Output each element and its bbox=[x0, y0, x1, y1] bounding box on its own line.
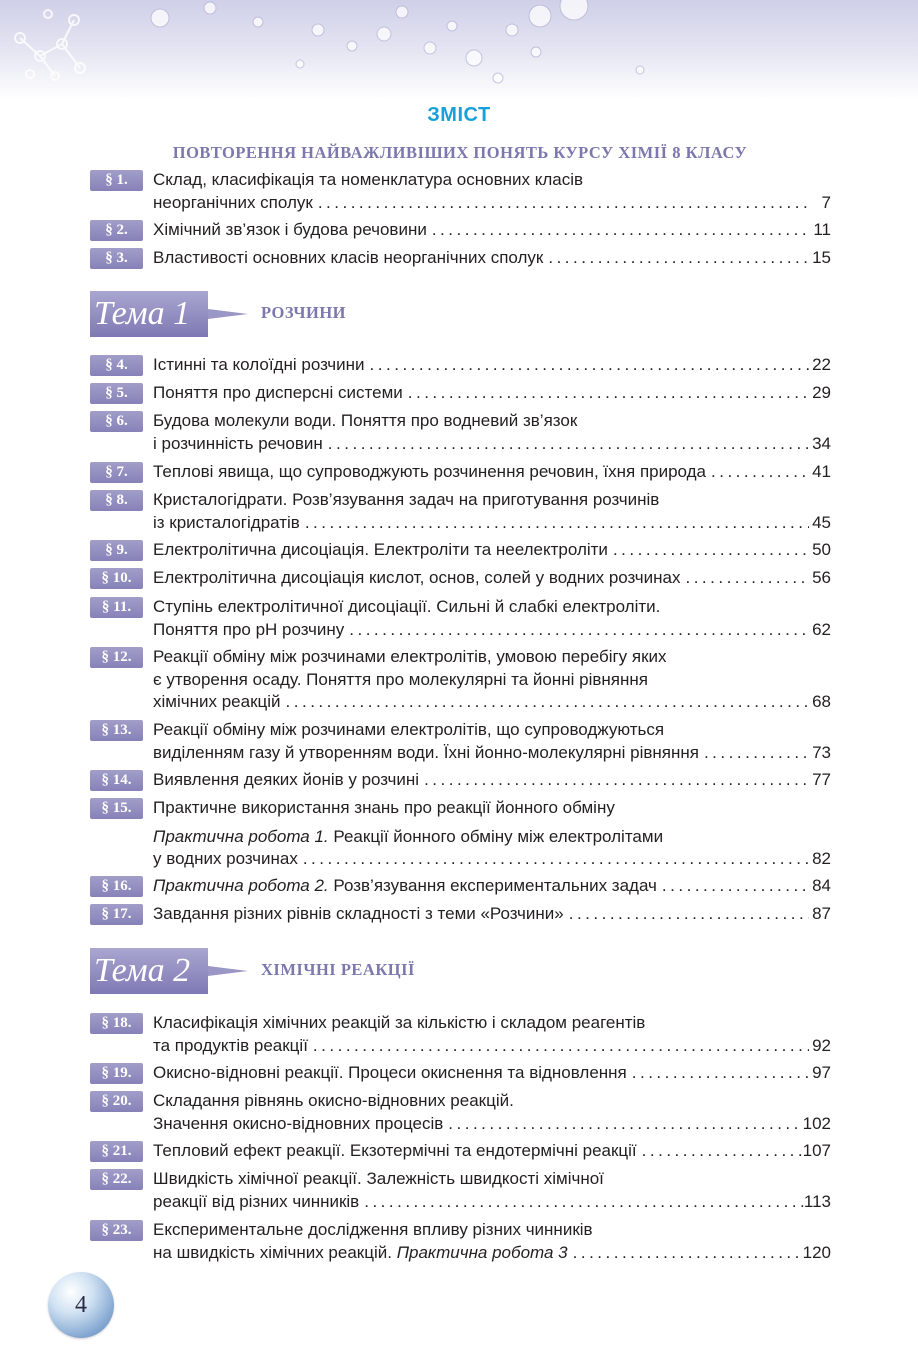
entry-line: Реакції обміну між розчинами електролітів, умовою перебігу яких bbox=[153, 647, 667, 666]
page-ref: 34 bbox=[812, 433, 831, 453]
paragraph-badge: § 20. bbox=[90, 1091, 143, 1112]
page-ref: 92 bbox=[812, 1035, 831, 1055]
dot-leader bbox=[298, 848, 809, 871]
entry-line: реакції від різних чинників bbox=[153, 1191, 360, 1211]
molecule-bubbles-icon bbox=[0, 0, 918, 100]
paragraph-badge: § 6. bbox=[90, 411, 143, 432]
page-ref: 87 bbox=[812, 904, 831, 923]
dot-leader bbox=[365, 354, 809, 377]
page-ref: 45 bbox=[812, 512, 831, 532]
page-ref: 84 bbox=[812, 876, 831, 895]
decorative-header-banner bbox=[0, 0, 918, 100]
paragraph-badge: § 18. bbox=[90, 1013, 143, 1034]
dot-leader bbox=[657, 875, 809, 898]
dot-leader bbox=[443, 1113, 802, 1136]
entry-line: Тепловий ефект реакції. Екзотермічні та ендотермічні реакції bbox=[153, 1141, 637, 1160]
dot-leader bbox=[568, 1242, 803, 1265]
page-ref: 62 bbox=[812, 619, 831, 639]
dot-leader bbox=[564, 903, 809, 926]
paragraph-badge: § 4. bbox=[90, 355, 143, 376]
dot-leader bbox=[344, 619, 809, 642]
page-ref: 41 bbox=[812, 462, 831, 481]
arrow-icon bbox=[208, 966, 248, 976]
dot-leader bbox=[359, 1191, 804, 1214]
paragraph-badge: § 7. bbox=[90, 462, 143, 483]
paragraph-badge: § 12. bbox=[90, 647, 143, 668]
page-ref: 7 bbox=[821, 192, 831, 212]
entry-line: Швидкість хімічної реакції. Залежність швидкості хімічної bbox=[153, 1169, 604, 1188]
topic-title: ХІМІЧНІ РЕАКЦІЇ bbox=[261, 960, 415, 979]
topic-label: Тема 2 bbox=[90, 948, 208, 994]
entry-line: Значення окисно-відновних процесів bbox=[153, 1113, 444, 1133]
entry-line: Класифікація хімічних реакцій за кількістю і складом реагентів bbox=[153, 1013, 646, 1032]
arrow-icon bbox=[208, 309, 248, 319]
entry-line: виділенням газу й утворенням води. Їхні йонно-молекулярні рівняння bbox=[153, 742, 699, 762]
practical-work-label: Практична робота 3 bbox=[396, 1242, 568, 1262]
entry-line: Окисно-відновні реакції. Процеси окиснення та відновлення bbox=[153, 1063, 627, 1082]
paragraph-badge: § 3. bbox=[90, 248, 143, 269]
entry-line: Ступінь електролітичної дисоціації. Сильні й слабкі електроліти. bbox=[153, 597, 661, 616]
page-ref: 73 bbox=[812, 742, 831, 762]
topic-title: РОЗЧИНИ bbox=[261, 303, 347, 322]
entry-line: Кристалогідрати. Розв’язування задач на приготування розчинів bbox=[153, 490, 660, 509]
entry-line: Склад, класифікація та номенклатура основних класів bbox=[153, 170, 584, 189]
intro-section-title: ПОВТОРЕННЯ НАЙВАЖЛИВІШИХ ПОНЯТЬ КУРСУ ХІМІЇ 8 КЛАСУ bbox=[172, 143, 748, 162]
page-ref: 15 bbox=[812, 248, 831, 267]
page-ref: 97 bbox=[812, 1063, 831, 1082]
entry-line: Реакції обміну між розчинами електролітів, що супроводжуються bbox=[153, 720, 665, 739]
page-ref: 11 bbox=[813, 220, 831, 239]
topic-2-header bbox=[90, 948, 690, 994]
entry-line: із кристалогідратів bbox=[153, 512, 300, 532]
page-ref: 68 bbox=[812, 692, 831, 711]
page-ref: 29 bbox=[812, 383, 831, 402]
dot-leader bbox=[313, 192, 809, 215]
page-number-bubble bbox=[48, 1272, 114, 1338]
entry-line: Будова молекули води. Поняття про водневий зв’язок bbox=[153, 411, 578, 430]
entry-line: і розчинність речовин bbox=[153, 433, 323, 453]
paragraph-badge: § 13. bbox=[90, 720, 143, 741]
toc-title: ЗМІСТ bbox=[427, 104, 491, 126]
entry-line: Істинні та колоїдні розчини bbox=[153, 355, 365, 374]
entry-line: неорганічних сполук bbox=[153, 192, 313, 212]
dot-leader bbox=[403, 382, 809, 405]
entry-line: та продуктів реакції bbox=[153, 1035, 308, 1055]
dot-leader bbox=[323, 433, 809, 456]
paragraph-badge: § 5. bbox=[90, 383, 143, 404]
dot-leader bbox=[706, 461, 809, 484]
dot-leader bbox=[699, 742, 809, 765]
entry-line: Практичне використання знань про реакції йонного обміну bbox=[153, 798, 615, 817]
entry-line: на швидкість хімічних реакцій. bbox=[153, 1242, 397, 1262]
page-number: 4 bbox=[75, 1292, 87, 1318]
entry-line: Завдання різних рівнів складності з теми «Розчини» bbox=[153, 904, 564, 923]
paragraph-badge: § 11. bbox=[90, 597, 143, 618]
page-ref: 113 bbox=[803, 1191, 831, 1211]
entry-line: Поняття про pH розчину bbox=[153, 619, 345, 639]
entry-line: є утворення осаду. Поняття про молекулярні та йонні рівняння bbox=[153, 669, 648, 689]
paragraph-badge: § 17. bbox=[90, 904, 143, 925]
page-ref: 22 bbox=[812, 355, 831, 374]
page-ref: 56 bbox=[812, 568, 831, 587]
dot-leader bbox=[281, 691, 809, 714]
page-ref: 107 bbox=[802, 1141, 831, 1160]
entry-line: Реакції йонного обміну між електролітами bbox=[328, 826, 664, 846]
dot-leader bbox=[637, 1140, 803, 1163]
paragraph-badge: § 15. bbox=[90, 798, 143, 819]
entry-line: Хімічний зв’язок і будова речовини bbox=[153, 220, 427, 239]
paragraph-badge: § 21. bbox=[90, 1141, 143, 1162]
dot-leader bbox=[627, 1062, 809, 1085]
paragraph-badge: § 2. bbox=[90, 220, 143, 241]
paragraph-badge: § 22. bbox=[90, 1169, 143, 1190]
topic-1-header bbox=[90, 291, 690, 337]
dot-leader bbox=[308, 1035, 809, 1058]
entry-line: Властивості основних класів неорганічних сполук bbox=[153, 248, 544, 267]
page-ref: 120 bbox=[802, 1242, 831, 1262]
entry-line: у водних розчинах bbox=[153, 849, 298, 868]
page-ref: 82 bbox=[812, 849, 831, 868]
dot-leader bbox=[427, 219, 809, 242]
entry-line: Розв’язування експериментальних задач bbox=[328, 876, 657, 895]
dot-leader bbox=[300, 512, 809, 535]
entry-line: Електролітична дисоціація. Електроліти та неелектроліти bbox=[153, 540, 608, 559]
paragraph-badge: § 1. bbox=[90, 170, 143, 191]
dot-leader bbox=[419, 769, 809, 792]
entry-line: Виявлення деяких йонів у розчині bbox=[153, 770, 420, 789]
paragraph-badge: § 9. bbox=[90, 540, 143, 561]
paragraph-badge: § 14. bbox=[90, 770, 143, 791]
page-ref: 77 bbox=[812, 770, 831, 789]
entry-line: Поняття про дисперсні системи bbox=[153, 383, 403, 402]
practical-work-label: Практична робота 2. bbox=[153, 876, 329, 895]
entry-line: хімічних реакцій bbox=[153, 692, 281, 711]
paragraph-badge: § 23. bbox=[90, 1220, 143, 1241]
dot-leader bbox=[608, 539, 809, 562]
entry-line: Експериментальне дослідження впливу різних чинників bbox=[153, 1220, 593, 1239]
page-ref: 50 bbox=[812, 540, 831, 559]
dot-leader bbox=[680, 567, 809, 590]
entry-line: Теплові явища, що супроводжують розчинення речовин, їхня природа bbox=[153, 462, 707, 481]
topic-label: Тема 1 bbox=[90, 291, 208, 337]
paragraph-badge: § 10. bbox=[90, 568, 143, 589]
entry-line: Електролітична дисоціація кислот, основ, солей у водних розчинах bbox=[153, 568, 681, 587]
dot-leader bbox=[543, 247, 809, 270]
entry-line: Складання рівнянь окисно-відновних реакцій. bbox=[153, 1091, 514, 1110]
paragraph-badge: § 19. bbox=[90, 1063, 143, 1084]
page-ref: 102 bbox=[802, 1113, 831, 1133]
practical-work-label: Практична робота 1. bbox=[153, 826, 329, 846]
paragraph-badge: § 16. bbox=[90, 876, 143, 897]
paragraph-badge: § 8. bbox=[90, 490, 143, 511]
